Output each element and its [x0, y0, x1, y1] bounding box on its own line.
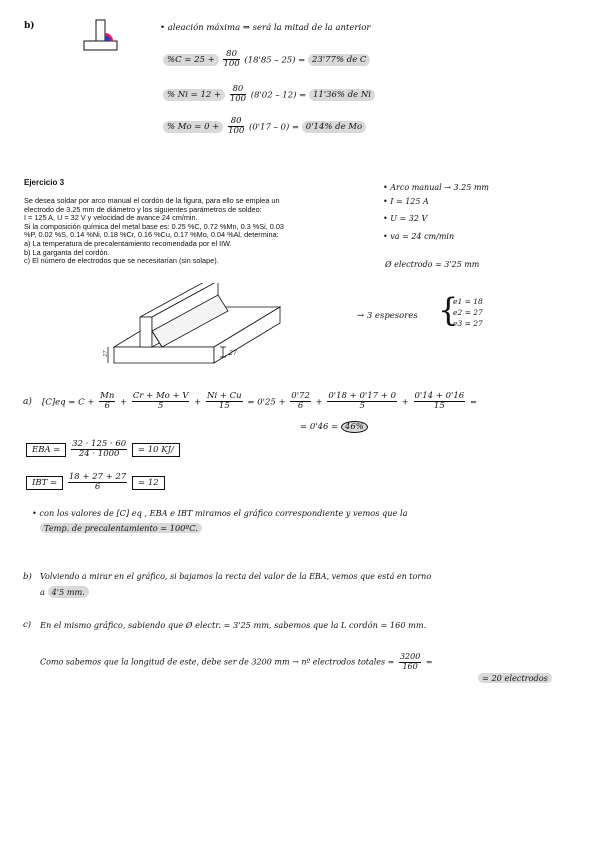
- fraction-den: 100: [229, 94, 247, 105]
- ibt-formula: [26, 473, 165, 493]
- body-line: Si la composición química del metal base es: 0.25 %C, 0.72 %Mn, 0.3 %Si, 0.03: [24, 221, 284, 231]
- calc-rest: (8'02 – 12) =: [250, 90, 307, 101]
- espesor-item: e1 = 18: [453, 297, 483, 306]
- espesor-item: e3 = 27: [453, 319, 483, 328]
- calc-line-mo: [163, 117, 366, 137]
- note-item: • Arco manual → 3.25 mm: [383, 183, 490, 192]
- fraction-num: 32 · 125 · 60: [72, 439, 127, 449]
- eba-label: EBA =: [26, 443, 66, 457]
- ceq-result: 46%: [341, 421, 368, 433]
- fraction-den: 100: [223, 59, 240, 70]
- exercise-body: [24, 197, 354, 266]
- fraction-den: 15: [218, 401, 230, 412]
- eba-result: = 10 KJ/: [132, 443, 180, 457]
- fraction: [99, 392, 115, 412]
- fraction-num: Ni + Cu: [207, 391, 242, 401]
- ibt-label: IBT =: [26, 476, 63, 490]
- fraction-den: 6: [94, 482, 101, 493]
- espesores-lead: → 3 espesores: [357, 311, 418, 321]
- fraction-num: 3200: [399, 652, 421, 661]
- ceq-formula: [C]eq = C + $\frac{Mn}{6}$ + $\frac{Cr + Mo + V}{5}$ + $\frac{Ni + Cu}{15}$ = 0'25 + $\frac{0'72}{6}$ + $\frac{0'18 + 0'17 + 0}{5}$ + $\frac{0'14 + 0'16}{15}$ =: [42, 391, 477, 412]
- figure-dim-right: 27: [229, 350, 237, 357]
- exercise-title: Ejercicio 3: [24, 178, 65, 187]
- fraction-num: 18 + 27 + 27: [68, 472, 127, 482]
- body-line: c) El número de electrodos que se necesitarían (sin solape).: [24, 256, 219, 266]
- ceq-result-line: [300, 423, 368, 432]
- calc-lhs: % Mo = 0 +: [163, 121, 223, 133]
- calc-result: 0'14% de Mo: [302, 121, 366, 133]
- calc-result: 23'77% de C: [308, 54, 370, 66]
- fraction-num: 0'18 + 0'17 + 0: [328, 391, 396, 401]
- fraction-num: 80: [223, 50, 239, 60]
- fraction: [68, 473, 128, 493]
- part-b-line1: Volviendo a mirar en el gráfico, si bajamos la recta del valor de la EBA, vemos que está en torno: [40, 572, 432, 581]
- fraction: [399, 653, 421, 672]
- calc-lhs: %C = 25 +: [163, 54, 219, 66]
- fraction: [327, 392, 397, 412]
- figure-dim-left: 27: [102, 350, 109, 357]
- calc-line-ni: [163, 85, 375, 105]
- note-item: Ø electrodo = 3'25 mm: [385, 260, 480, 269]
- fraction-den: 6: [104, 401, 110, 412]
- fraction-num: Mn: [100, 391, 115, 401]
- part-c-result: = 20 electrodos: [478, 673, 552, 683]
- fraction: [290, 392, 311, 412]
- body-line: %P, 0.02 %S, 0.14 %Ni, 0.18 %Cr, 0.16 %Cu, 0.17 %Mo, 0.04 %Al, determina:: [24, 230, 279, 240]
- fraction: [206, 392, 243, 412]
- fraction: [228, 117, 244, 137]
- fraction-num: Cr + Mo + V: [132, 391, 189, 401]
- note-item: • va = 24 cm/min: [383, 232, 455, 241]
- part-b-line2: [40, 588, 89, 596]
- ceq-lhs: [C]eq = C +: [42, 397, 95, 408]
- note-item: • I = 125 A: [383, 197, 429, 206]
- fraction-den: 5: [157, 401, 164, 412]
- part-b-label: b): [23, 572, 32, 582]
- calc-rest: (0'17 – 0) =: [249, 122, 300, 133]
- fraction-num: 0'72: [291, 391, 310, 401]
- note-item: • U = 32 V: [383, 214, 428, 223]
- fraction-num: 80: [228, 117, 244, 127]
- fraction-den: 100: [228, 126, 245, 137]
- part-b-value: 4'5 mm.: [48, 586, 89, 598]
- fraction-den: 24 · 1000: [78, 449, 120, 460]
- ceq-eq: = 0'25 +: [247, 397, 286, 408]
- body-line: b) La garganta del cordón.: [24, 247, 110, 257]
- fraction: [132, 392, 190, 412]
- body-line: a) La temperatura de precalentamiento recomendada por el IIW.: [24, 238, 232, 248]
- body-line: electrodo de 3.25 mm de diámetro y los siguientes parámetros de soldeo:: [24, 204, 262, 214]
- part-c-line1: En el mismo gráfico, sabiendo que Ø electr. = 3'25 mm, sabemos que la L cordón = 160 mm.: [40, 620, 427, 630]
- fraction-den: 6: [297, 401, 304, 412]
- body-line: I = 125 A, U = 32 V y velocidad de avance 24 cm/min.: [24, 213, 198, 223]
- ceq-result-lead: = 0'46 =: [300, 422, 339, 432]
- part-b-top-label: b): [24, 21, 35, 31]
- calc-lhs: % Ni = 12 +: [163, 89, 225, 101]
- conclusion-temp: Temp. de precalentamiento = 100ºC.: [40, 523, 202, 533]
- calc-result: 11'36% de Ni: [309, 89, 375, 101]
- part-b-lead: a: [40, 587, 45, 597]
- espesores-brace: {: [438, 291, 459, 329]
- fraction: [230, 85, 246, 105]
- fraction-den: 5: [359, 401, 365, 412]
- fraction-den: 160: [402, 661, 418, 671]
- conclusion-line: • con los valores de [C] eq , EBA e IBT miramos el gráfico correspondiente y vemos que la: [32, 508, 408, 518]
- part-a-label: a): [23, 397, 32, 407]
- fraction-den: 15: [433, 401, 445, 412]
- fraction: [414, 392, 466, 412]
- fraction-num: 0'14 + 0'16: [414, 391, 465, 401]
- eba-formula: [26, 440, 180, 460]
- espesor-item: e2 = 27: [453, 308, 483, 317]
- body-line: Se desea soldar por arco manual el cordón de la figura, para ello se emplea un: [24, 196, 280, 205]
- fraction: [223, 50, 239, 70]
- fraction: [71, 440, 127, 460]
- part-c-line2: Como sabemos que la longitud de este, debe ser de 3200 mm → nº electrodos totales = $\frac{3200}{160}$ =: [40, 652, 433, 671]
- t-joint-sketch: [82, 19, 122, 53]
- ibt-result: = 12: [132, 476, 165, 490]
- part-c-label: c): [23, 620, 32, 630]
- calc-rest: (18'85 – 25) =: [244, 55, 306, 66]
- part-c-line2-text: Como sabemos que la longitud de este, debe ser de 3200 mm → nº electrodos totales =: [40, 657, 395, 667]
- calc-line-c: [163, 50, 370, 70]
- weld-figure: [100, 283, 290, 368]
- statement-text: • aleación máxima ⇒ será la mitad de la anterior: [160, 23, 371, 33]
- fraction-num: 80: [230, 85, 246, 95]
